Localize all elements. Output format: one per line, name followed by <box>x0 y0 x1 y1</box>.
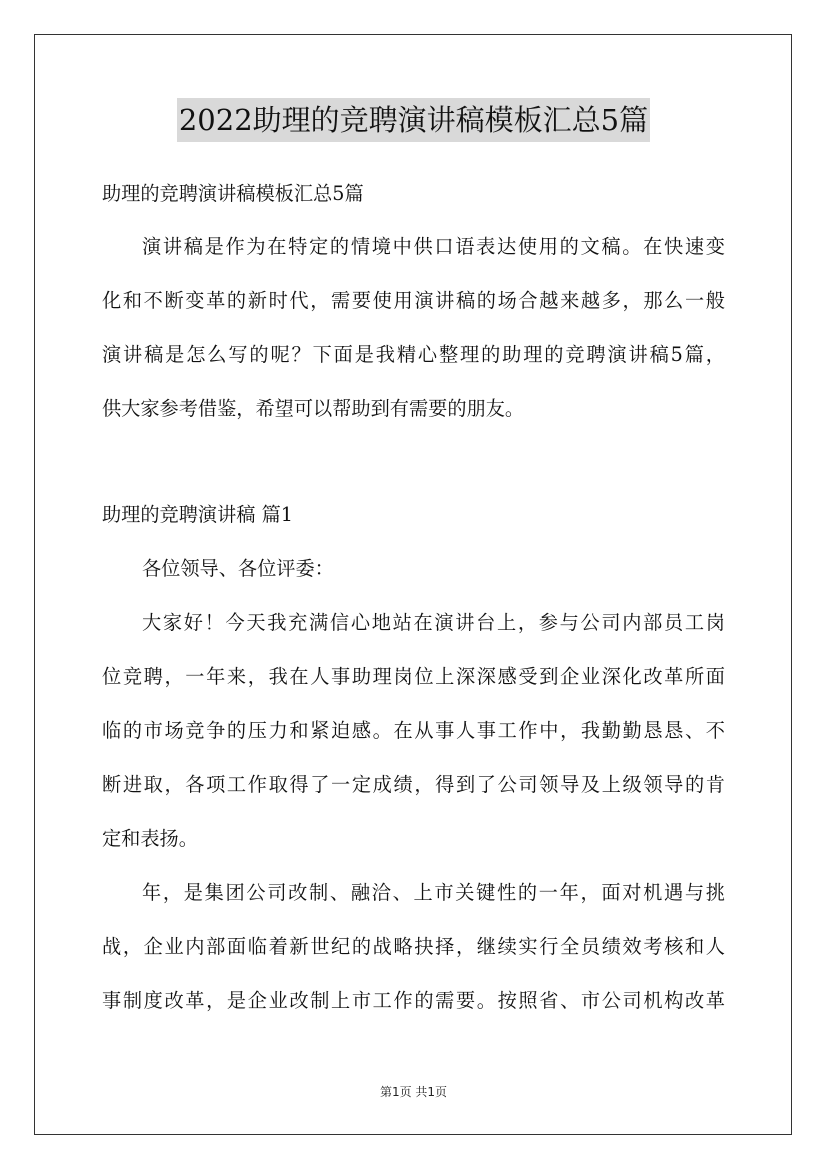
document-title: 2022助理的竞聘演讲稿模板汇总5篇 <box>177 98 650 142</box>
paragraph-line: 临的市场竞争的压力和紧迫感。在从事人事工作中，我勤勤恳恳、不 <box>102 719 725 742</box>
paragraph-line: 断进取，各项工作取得了一定成绩，得到了公司领导及上级领导的肯 <box>102 773 725 796</box>
paragraph-line: 战，企业内部面临着新世纪的战略抉择，继续实行全员绩效考核和人 <box>102 935 725 958</box>
paragraph-1 <box>102 596 725 866</box>
title-container <box>0 98 827 142</box>
intro-line: 化和不断变革的新时代，需要使用演讲稿的场合越来越多，那么一般 <box>102 289 725 312</box>
paragraph-line: 年，是集团公司改制、融洽、上市关键性的一年，面对机遇与挑 <box>142 881 725 904</box>
paragraph-line: 事制度改革，是企业改制上市工作的需要。按照省、市公司机构改革 <box>102 989 725 1012</box>
section-title: 助理的竞聘演讲稿 篇1 <box>102 503 293 526</box>
document-subtitle: 助理的竞聘演讲稿模板汇总5篇 <box>102 182 364 205</box>
paragraph-2 <box>102 866 725 1028</box>
page-footer: 第1页 共1页 <box>379 1085 448 1099</box>
paragraph-line: 大家好！今天我充满信心地站在演讲台上，参与公司内部员工岗 <box>142 611 725 634</box>
intro-line: 供大家参考借鉴，希望可以帮助到有需要的朋友。 <box>102 397 525 420</box>
paragraph-line: 定和表扬。 <box>102 827 198 850</box>
paragraph-line: 位竞聘，一年来，我在人事助理岗位上深深感受到企业深化改革所面 <box>102 665 725 688</box>
intro-paragraph <box>102 220 725 436</box>
document-body <box>102 168 725 1028</box>
blank-line <box>102 436 725 488</box>
intro-line: 演讲稿是怎么写的呢？下面是我精心整理的助理的竞聘演讲稿5篇， <box>102 343 725 366</box>
intro-line: 演讲稿是作为在特定的情境中供口语表达使用的文稿。在快速变 <box>142 235 725 258</box>
greeting: 各位领导、各位评委： <box>142 557 334 580</box>
